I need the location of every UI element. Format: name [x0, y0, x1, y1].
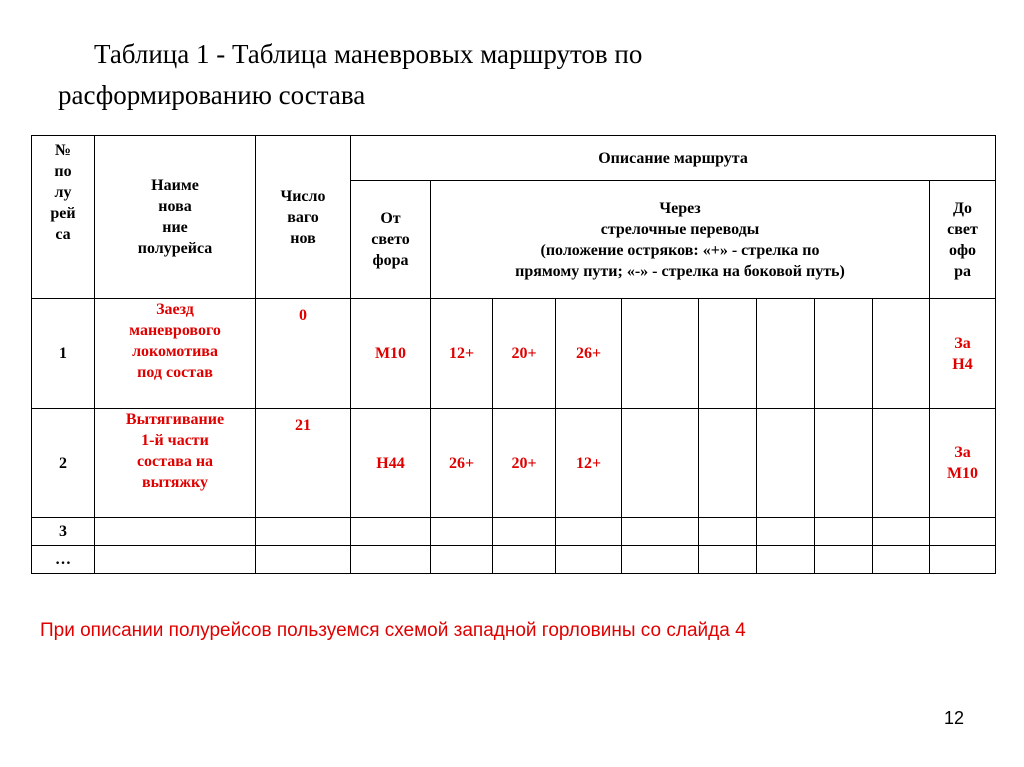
row-switch-3: 26+: [556, 299, 622, 409]
header-name: Наиме нова ние полурейса: [95, 136, 256, 299]
title-line-2: расформированию состава: [58, 80, 366, 110]
row-to: За Н4: [930, 299, 996, 409]
header-from: От свето фора: [351, 181, 431, 299]
table-row: [32, 518, 996, 546]
row-name: Заезд маневрового локомотива под состав: [95, 299, 256, 409]
table-row: [32, 299, 996, 409]
header-num: № по лу рей са: [32, 136, 95, 299]
row-name: Вытягивание 1-й части состава на вытяжку: [95, 409, 256, 518]
row-num: 2: [32, 409, 95, 518]
row-switch-1: 12+: [431, 299, 493, 409]
row-num: 3: [32, 518, 95, 546]
slide-title: [58, 34, 958, 116]
row-switch-3: 12+: [556, 409, 622, 518]
row-to: За М10: [930, 409, 996, 518]
header-count: Число ваго нов: [256, 136, 351, 299]
table-row: [32, 546, 996, 574]
row-num: 1: [32, 299, 95, 409]
header-description: Описание маршрута: [351, 136, 996, 181]
row-from: М10: [351, 299, 431, 409]
title-line-1: Таблица 1 - Таблица маневровых маршрутов по: [94, 39, 643, 69]
page-number: 12: [944, 708, 965, 728]
table-row: [32, 409, 996, 518]
routes-table: [31, 135, 996, 574]
footnote: При описании полурейсов пользуемся схемой западной горловины со слайда 4: [40, 620, 746, 641]
row-switch-1: 26+: [431, 409, 493, 518]
header-to: До свет офо ра: [930, 181, 996, 299]
row-switch-2: 20+: [493, 409, 556, 518]
row-from: Н44: [351, 409, 431, 518]
header-via: Через стрелочные переводы (положение остряков: «+» - стрелка по прямому пути; «-» - стрелка на боковой путь): [431, 181, 930, 299]
row-count: 21: [256, 409, 351, 518]
row-count: 0: [256, 299, 351, 409]
row-switch-2: 20+: [493, 299, 556, 409]
row-num: …: [32, 546, 95, 574]
